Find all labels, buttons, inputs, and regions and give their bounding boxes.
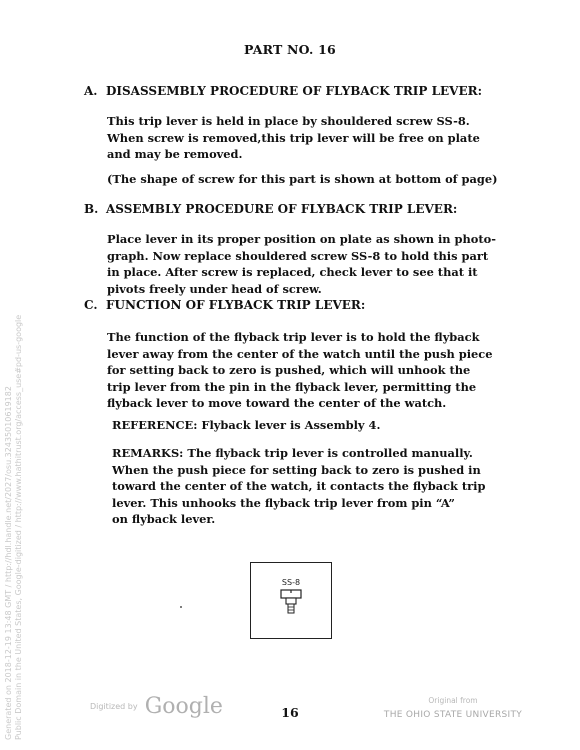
section-c-paragraph-1	[107, 329, 507, 412]
reference-note	[112, 417, 512, 434]
text-line: in place. After screw is replaced, check lever to see that it	[107, 265, 478, 279]
text-line: on flyback lever.	[112, 512, 216, 526]
screw-figure	[250, 562, 332, 639]
text-line: lever away from the center of the watch until the push piece	[107, 346, 493, 361]
section-a-heading	[84, 84, 482, 98]
text-line: and may be removed.	[107, 147, 243, 161]
google-logo: Google	[144, 694, 223, 719]
original-from-text: Original from	[428, 696, 478, 705]
text-line: for setting back to zero is pushed, which will unhook the	[107, 363, 471, 377]
watermark-line-1: Generated on 2018-12-19 13:48 GMT / http://hdl.handle.net/2027/osu.32435010619182	[4, 386, 13, 740]
text-line: flyback lever to move toward the center of the watch.	[107, 396, 447, 410]
print-speck	[180, 606, 182, 608]
text-line: The function of the flyback trip lever is to hold the flyback	[107, 330, 480, 344]
text-line: Place lever in its proper position on plate as shown in photo-	[107, 232, 496, 246]
section-b-heading	[84, 202, 457, 216]
section-b-paragraph-1	[107, 231, 507, 297]
section-c-letter: C.	[84, 298, 98, 312]
digitized-by-text: Digitized by	[90, 702, 138, 711]
section-b-letter: B.	[84, 202, 99, 216]
section-a-paragraph-1	[107, 113, 507, 163]
section-a-paragraph-2	[107, 171, 507, 188]
section-c-title: FUNCTION OF FLYBACK TRIP LEVER:	[106, 298, 366, 312]
remarks-note	[112, 445, 512, 528]
text-line: toward the center of the watch, it contacts the flyback trip	[112, 479, 486, 493]
section-a-title: DISASSEMBLY PROCEDURE OF FLYBACK TRIP LEVER:	[106, 84, 483, 98]
text-line: graph. Now replace shouldered screw SS-8 to hold this part	[107, 248, 489, 263]
text-line: lever. This unhooks the flyback trip lever from pin “A”	[112, 495, 455, 510]
text-line: When the push piece for setting back to zero is pushed in	[112, 462, 481, 477]
page-number: 16	[281, 705, 299, 720]
page-title: PART NO. 16	[244, 42, 336, 57]
text-line: pivots freely under head of screw.	[107, 281, 322, 296]
watermark-line-2: Public Domain in the United States, Google-digitized / http://www.hathitrust.org/access_use#pd-us-google	[14, 314, 23, 740]
text-line: When screw is removed,this trip lever will be free on plate	[107, 130, 480, 145]
text-line: REFERENCE: Flyback lever is Assembly 4.	[112, 418, 381, 432]
institution-name: THE OHIO STATE UNIVERSITY	[383, 710, 523, 720]
section-b-title: ASSEMBLY PROCEDURE OF FLYBACK TRIP LEVER:	[106, 202, 458, 216]
text-line: This trip lever is held in place by shouldered screw SS-8.	[107, 114, 470, 128]
section-a-letter: A.	[84, 84, 98, 98]
text-line: trip lever from the pin in the flyback lever, permitting the	[107, 379, 477, 394]
side-watermark	[4, 315, 24, 740]
shouldered-screw-icon	[251, 563, 331, 638]
text-line: REMARKS: The flyback trip lever is controlled manually.	[112, 446, 473, 460]
text-line: (The shape of screw for this part is shown at bottom of page)	[107, 172, 498, 186]
section-c-heading	[84, 298, 365, 312]
figure-label: SS-8	[281, 578, 301, 587]
